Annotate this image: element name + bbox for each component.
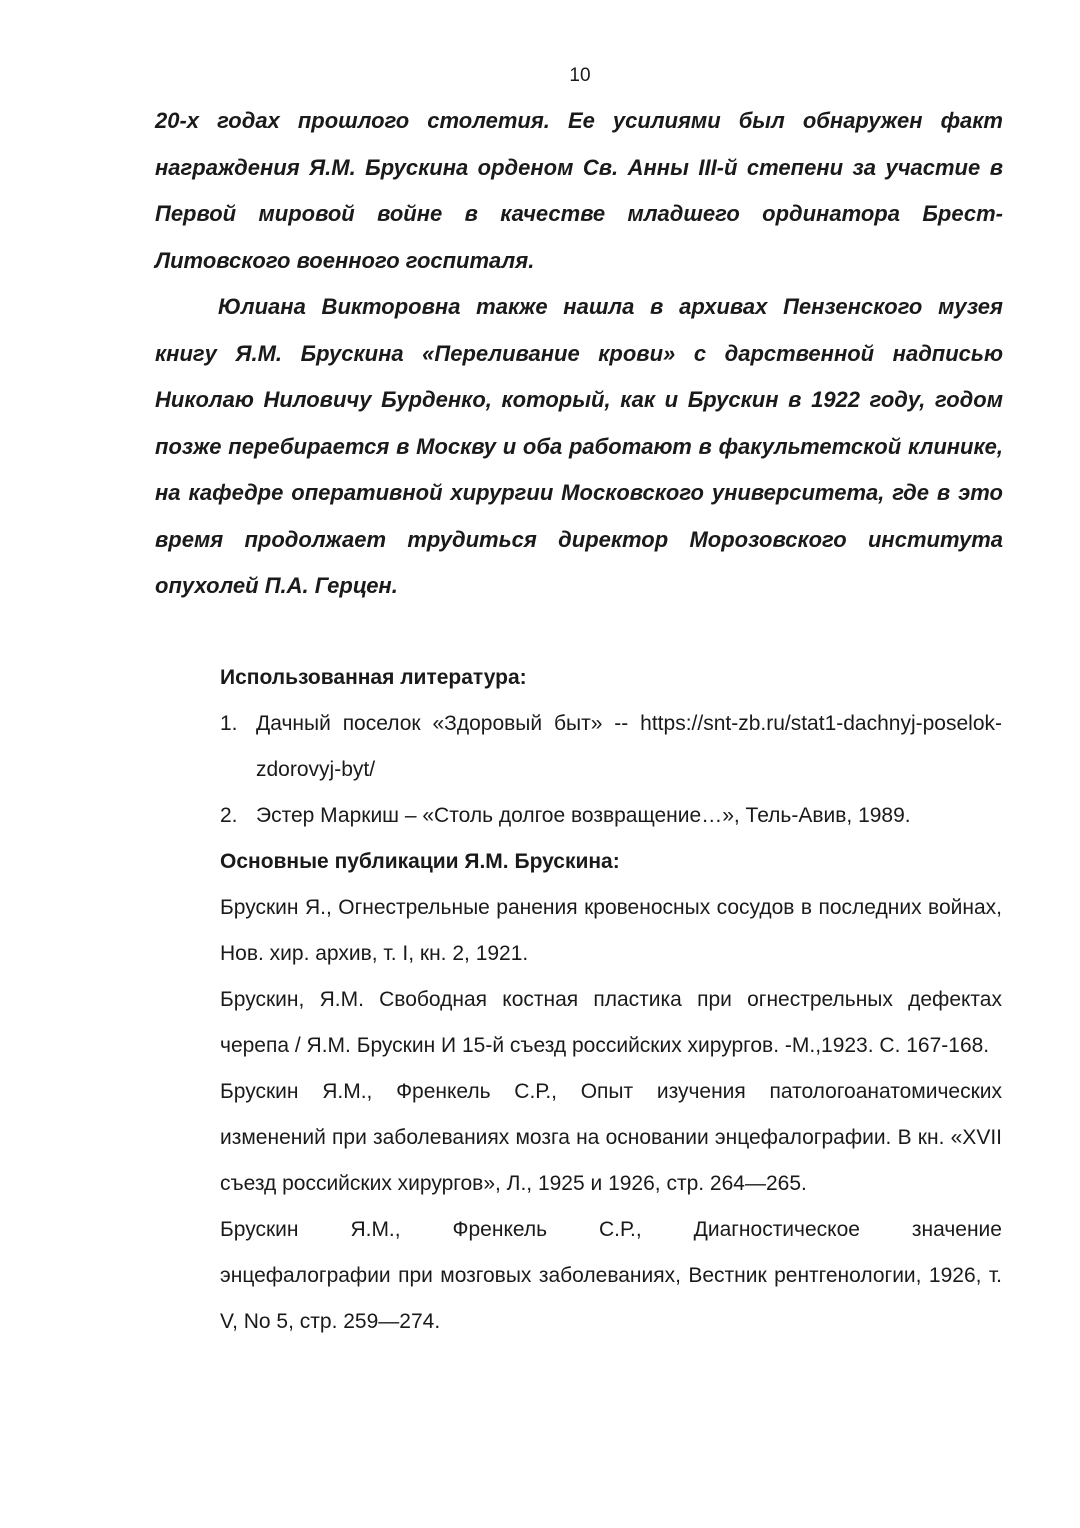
publication-item: Брускин, Я.М. Свободная костная пластика при огнестрельных дефектах черепа / Я.М. Брускин И 15-й съезд российских хирургов. -М.,1923. С. 167-168. <box>220 988 1002 1057</box>
reference-number: 2. <box>220 804 238 827</box>
references-heading: Использованная литература: <box>220 666 527 689</box>
reference-number: 1. <box>220 712 238 735</box>
publication-item: Брускин Я., Огнестрельные ранения кровеносных сосудов в последних войнах, Нов. хир. архив, т. I, кн. 2, 1921. <box>220 896 1002 965</box>
word: Диагностическое <box>693 1218 860 1241</box>
reference-item <box>220 793 1002 839</box>
reference-text: Дачный поселок «Здоровый быт» -- https://snt-zb.ru/stat1-dachnyj-poselok-zdorovyj-byt/ <box>256 712 1002 781</box>
reference-text: Эстер Маркиш – «Столь долгое возвращение…», Тель-Авив, 1989. <box>256 804 911 827</box>
main-text <box>155 98 1003 610</box>
publications-heading: Основные публикации Я.М. Брускина: <box>220 850 620 873</box>
reference-item <box>220 701 1002 793</box>
word: Френкель <box>452 1218 548 1241</box>
publication-rest: энцефалографии при мозговых заболеваниях, Вестник рентгенологии, 1926, т. V, No 5, стр. 259—274. <box>220 1264 1002 1333</box>
word: Брускин <box>220 1218 299 1241</box>
word: значение <box>911 1218 1002 1241</box>
word: С.Р., <box>598 1218 642 1241</box>
paragraph: Юлиана Викторовна также нашла в архивах Пензенского музея книгу Я.М. Брускина «Переливание крови» с дарственной надписью Николаю Ниловичу Бурденко, который, как и Брускин в 1922 году, годом позже перебирается в Москву и оба работают в факультетской клинике, на кафедре оперативной хирургии Московского университета, где в это время продолжает трудиться директор Морозовского института опухолей П.А. Герцен. <box>155 294 1003 598</box>
references-list <box>220 701 1002 839</box>
references-section <box>220 655 1002 1345</box>
publication-item <box>220 1207 1002 1345</box>
paragraph: 20-х годах прошлого столетия. Ее усилиями был обнаружен факт награждения Я.М. Брускина орденом Св. Анны III-й степени за участие в Первой мировой войне в качестве младшего ординатора Брест-Литовского военного госпиталя. <box>155 108 1003 273</box>
word: Я.М., <box>350 1218 401 1241</box>
publication-first-line <box>220 1207 1002 1253</box>
page-number: 10 <box>569 65 591 86</box>
publication-item: Брускин Я.М., Френкель С.Р., Опыт изучения патологоанатомических изменений при заболеваниях мозга на основании энцефалографии. В кн. «XVII съезд российских хирургов», Л., 1925 и 1926, стр. 264—265. <box>220 1080 1002 1195</box>
